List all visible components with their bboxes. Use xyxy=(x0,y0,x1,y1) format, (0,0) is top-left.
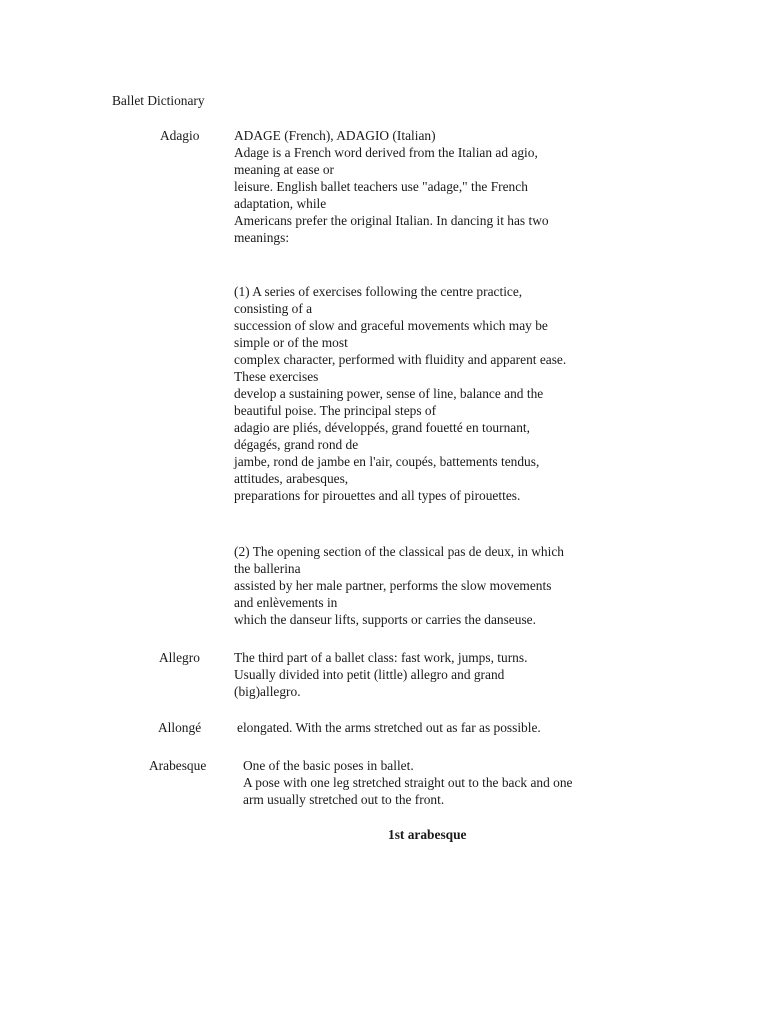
definition-line: The third part of a ballet class: fast work, jumps, turns. xyxy=(234,650,528,665)
definition-line: simple or of the most xyxy=(234,335,348,350)
definition-line: Americans prefer the original Italian. In dancing it has two xyxy=(234,213,549,228)
definition-arabesque xyxy=(243,757,572,808)
definition-line: (1) A series of exercises following the centre practice, xyxy=(234,284,523,299)
definition-line: meaning at ease or xyxy=(234,162,335,177)
adagio-meaning-1 xyxy=(234,283,566,504)
definition-line: preparations for pirouettes and all types of pirouettes. xyxy=(234,488,521,503)
definition-line: (2) The opening section of the classical pas de deux, in which xyxy=(234,544,564,559)
definition-line: (big)allegro. xyxy=(234,684,301,699)
definition-line: develop a sustaining power, sense of line, balance and the xyxy=(234,386,544,401)
definition-line: A pose with one leg stretched straight out to the back and one xyxy=(243,775,573,790)
definition-allonge xyxy=(237,719,541,736)
term-allonge: Allongé xyxy=(158,720,202,735)
definition-line: arm usually stretched out to the front. xyxy=(243,792,445,807)
definition-line: complex character, performed with fluidity and apparent ease. xyxy=(234,352,567,367)
definition-line: dégagés, grand rond de xyxy=(234,437,359,452)
definition-line: These exercises xyxy=(234,369,319,384)
definition-line: and enlèvements in xyxy=(234,595,338,610)
definition-allegro xyxy=(234,649,527,700)
definition-line: ADAGE (French), ADAGIO (Italian) xyxy=(234,128,436,143)
definition-line: adagio are pliés, développés, grand fouetté en tournant, xyxy=(234,420,530,435)
definition-adagio xyxy=(234,127,549,246)
definition-line: Adage is a French word derived from the Italian ad agio, xyxy=(234,145,538,160)
definition-line: leisure. English ballet teachers use "adage," the French xyxy=(234,179,528,194)
term-arabesque: Arabesque xyxy=(149,758,207,773)
definition-line: meanings: xyxy=(234,230,290,245)
definition-line: which the danseur lifts, supports or carries the danseuse. xyxy=(234,612,536,627)
definition-line: attitudes, arabesques, xyxy=(234,471,349,486)
definition-line: succession of slow and graceful movements which may be xyxy=(234,318,548,333)
definition-line: assisted by her male partner, performs the slow movements xyxy=(234,578,552,593)
definition-line: elongated. With the arms stretched out as far as possible. xyxy=(237,720,541,735)
term-adagio: Adagio xyxy=(160,128,200,143)
definition-line: the ballerina xyxy=(234,561,301,576)
definition-line: adaptation, while xyxy=(234,196,327,211)
definition-line: jambe, rond de jambe en l'air, coupés, battements tendus, xyxy=(234,454,540,469)
definition-line: One of the basic poses in ballet. xyxy=(243,758,414,773)
document-title: Ballet Dictionary xyxy=(112,93,205,108)
definition-line: beautiful poise. The principal steps of xyxy=(234,403,437,418)
arabesque-caption: 1st arabesque xyxy=(388,827,467,842)
adagio-meaning-2 xyxy=(234,543,564,628)
definition-line: consisting of a xyxy=(234,301,313,316)
definition-line: Usually divided into petit (little) allegro and grand xyxy=(234,667,505,682)
term-allegro: Allegro xyxy=(159,650,200,665)
